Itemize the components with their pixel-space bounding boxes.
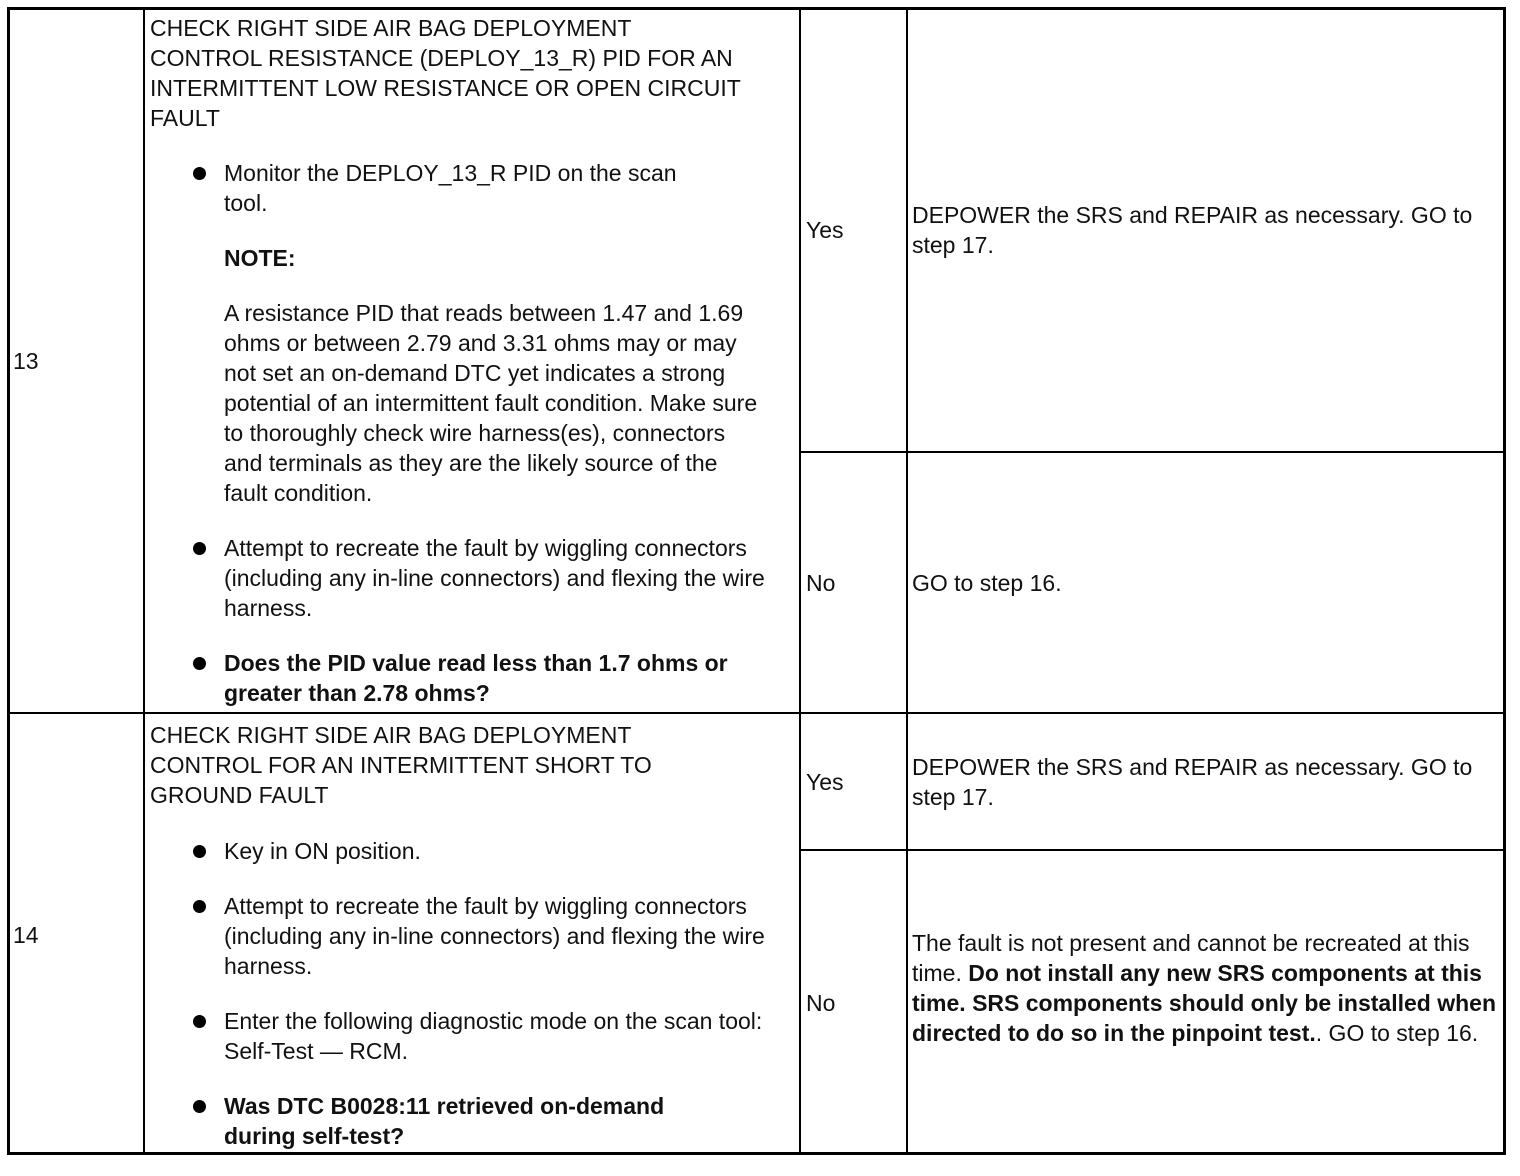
step-14-instructions (150, 836, 790, 1176)
list-item (150, 891, 790, 981)
step-13-title-line: FAULT (150, 105, 220, 131)
list-item (150, 648, 790, 708)
result-no-13: No (806, 570, 836, 596)
action-yes-14: DEPOWER the SRS and REPAIR as necessary. GO to step 17. (912, 754, 1473, 810)
instruction-text: Enter the following diagnostic mode on the scan tool: Self-Test — RCM. (224, 1008, 763, 1064)
bullet-icon (193, 900, 206, 913)
col-divider-result (799, 7, 801, 1155)
instruction-text: Attempt to recreate the fault by wiggling connectors (including any in-line connectors) and flexing the wire harness. (224, 893, 765, 979)
action-no-14 (912, 928, 1502, 1048)
note-label: NOTE: (224, 245, 296, 271)
step-14-title-line: GROUND FAULT (150, 782, 329, 808)
action-yes-13: DEPOWER the SRS and REPAIR as necessary. GO to step 17. (912, 202, 1473, 258)
list-item (150, 158, 758, 508)
step-14-title-line: CONTROL FOR AN INTERMITTENT SHORT TO (150, 752, 652, 778)
question-text: Does the PID value read less than 1.7 ohms or greater than 2.78 ohms? (224, 650, 728, 706)
step-14-title (150, 720, 798, 810)
bullet-icon (193, 1015, 206, 1028)
bullet-icon (193, 845, 206, 858)
step-13-title-line: CONTROL RESISTANCE (DEPLOY_13_R) PID FOR AN (150, 45, 733, 71)
step-13-title (150, 13, 798, 133)
action-no-14-warning: Do not install any new SRS components at this time. SRS components should only be installed when directed to do so in the pinpoint test. (912, 960, 1497, 1046)
row13-yes-no-divider (800, 451, 1506, 453)
action-no-13: GO to step 16. (912, 570, 1062, 596)
step-number-13: 13 (13, 348, 39, 374)
bullet-icon (193, 657, 206, 670)
result-no-14: No (806, 990, 836, 1016)
action-no-14-tail: . GO to step 16. (1315, 1020, 1479, 1046)
step-13-title-line: CHECK RIGHT SIDE AIR BAG DEPLOYMENT (150, 15, 632, 41)
step-14-title-line: CHECK RIGHT SIDE AIR BAG DEPLOYMENT (150, 722, 632, 748)
row14-yes-no-divider (800, 849, 1506, 851)
list-item (150, 836, 790, 866)
step-13-instructions (150, 158, 790, 733)
note-text: A resistance PID that reads between 1.47 and 1.69 ohms or between 2.79 and 3.31 ohms may or may not set an on-demand DTC yet indicates a strong potential of an intermittent fault condition. Make sure to thoroughly check wire harness(es), connectors and terminals as they are the likely source of the fault condition. (224, 300, 758, 506)
result-yes-13: Yes (806, 217, 844, 243)
step-number-14: 14 (13, 922, 39, 948)
list-item (150, 533, 790, 623)
bullet-icon (193, 167, 206, 180)
col-divider-action (906, 7, 908, 1155)
question-text: Was DTC B0028:11 retrieved on-demand during self-test? (224, 1093, 665, 1149)
action-no-14-intro: The fault is not present and cannot be recreated at this time. (912, 930, 1470, 986)
bullet-icon (193, 1100, 206, 1113)
bullet-icon (193, 542, 206, 555)
list-item (150, 1006, 790, 1066)
instruction-text: Attempt to recreate the fault by wiggling connectors (including any in-line connectors) and flexing the wire harness. (224, 535, 765, 621)
instruction-text: Key in ON position. (224, 838, 421, 864)
list-item (150, 1091, 790, 1151)
step-13-title-line: INTERMITTENT LOW RESISTANCE OR OPEN CIRCUIT (150, 75, 741, 101)
instruction-text: Monitor the DEPLOY_13_R PID on the scan tool. (224, 160, 677, 216)
result-yes-14: Yes (806, 769, 844, 795)
col-divider-step (143, 7, 145, 1155)
